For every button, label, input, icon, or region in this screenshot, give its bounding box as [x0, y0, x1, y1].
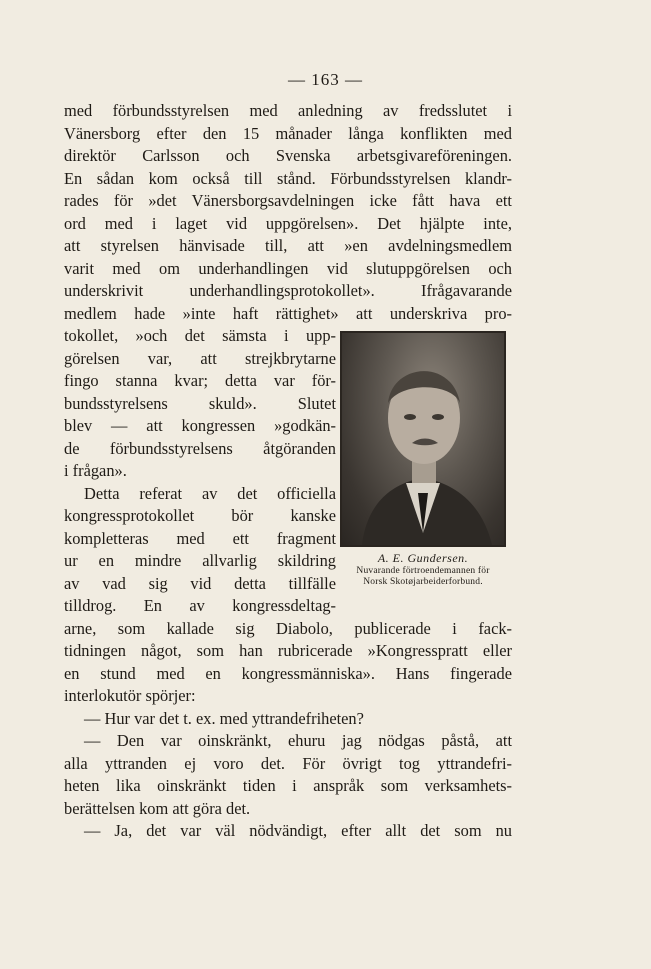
text-line: av vad sig vid detta tillfälle: [64, 573, 336, 593]
text-line: ord med i laget vid uppgörelsen». Det hjälpte inte,: [64, 213, 512, 233]
text-line: En sådan kom också till stånd. Förbundsstyrelsen klandr-: [64, 168, 512, 188]
text-line: tidningen något, som han rubricerade »Kongresspratt eller: [64, 641, 512, 660]
text-line: medlem hade »inte haft rättighet» att underskriva pro-: [64, 303, 512, 323]
text-line: de förbundsstyrelsens åtgöranden: [64, 438, 336, 458]
text-line: heten lika oinskränkt tiden i anspråk som verksamhets-: [64, 776, 512, 795]
text-line: i frågan».: [64, 461, 127, 480]
portrait-figure: [340, 331, 506, 588]
text-line: kompletteras med ett fragment: [64, 528, 336, 548]
text-line: — Ja, det var väl nödvändigt, efter allt det som nu: [84, 821, 512, 840]
text-line: fingo stanna kvar; detta var för-: [64, 371, 336, 390]
text-line: att styrelsen hänvisade till, att »en avdelningsmedlem: [64, 236, 512, 255]
text-line: kongressprotokollet bör kanske: [64, 506, 336, 525]
text-line: ur en mindre allvarlig skildring: [64, 551, 336, 570]
text-line: varit med om underhandlingen vid slutuppgörelsen och: [64, 258, 512, 278]
text-line: interlokutör spörjer:: [64, 686, 196, 705]
portrait-caption-name: A. E. Gundersen.: [377, 551, 469, 565]
text-line: underskrivit underhandlingsprotokollet». Ifrågavarande: [64, 281, 512, 300]
text-line: bundsstyrelsens skuld». Slutet: [64, 393, 336, 413]
portrait-photo: [340, 331, 506, 547]
text-line: Vänersborg efter den 15 månader långa konflikten med: [64, 123, 512, 143]
text-line: med förbundsstyrelsen med anledning av fredsslutet i: [64, 101, 512, 120]
text-line: — Den var oinskränkt, ehuru jag nödgas påstå, att: [84, 731, 512, 750]
text-line: tilldrog. En av kongressdeltag-: [64, 596, 336, 615]
text-line: görelsen var, att strejkbrytarne: [64, 348, 336, 368]
text-line: alla yttranden ej voro det. För övrigt tog yttrandefri-: [64, 753, 512, 773]
text-line: blev — att kongressen »godkän-: [64, 416, 336, 435]
text-line: arne, som kallade sig Diabolo, publicerade i fack-: [64, 618, 512, 638]
portrait-caption-line: Norsk Skotøjarbeiderforbund.: [363, 577, 483, 587]
text-line: Detta referat av det officiella: [84, 483, 336, 503]
portrait-caption-line: Nuvarande förtroendemannen för: [356, 566, 490, 576]
text-line: tokollet, »och det sämsta i upp-: [64, 326, 336, 345]
text-line: en stund med en kongressmänniska». Hans fingerade: [64, 663, 512, 683]
portrait-illustration: [342, 333, 504, 545]
page-number: — 163 —: [288, 70, 363, 89]
text-line: — Hur var det t. ex. med yttrandefriheten?: [84, 708, 364, 728]
text-line: berättelsen kom att göra det.: [64, 798, 251, 818]
text-line: rades för »det Vänersborgsavdelningen icke fått hava ett: [64, 191, 512, 210]
text-line: direktör Carlsson och Svenska arbetsgivareföreningen.: [64, 146, 512, 165]
